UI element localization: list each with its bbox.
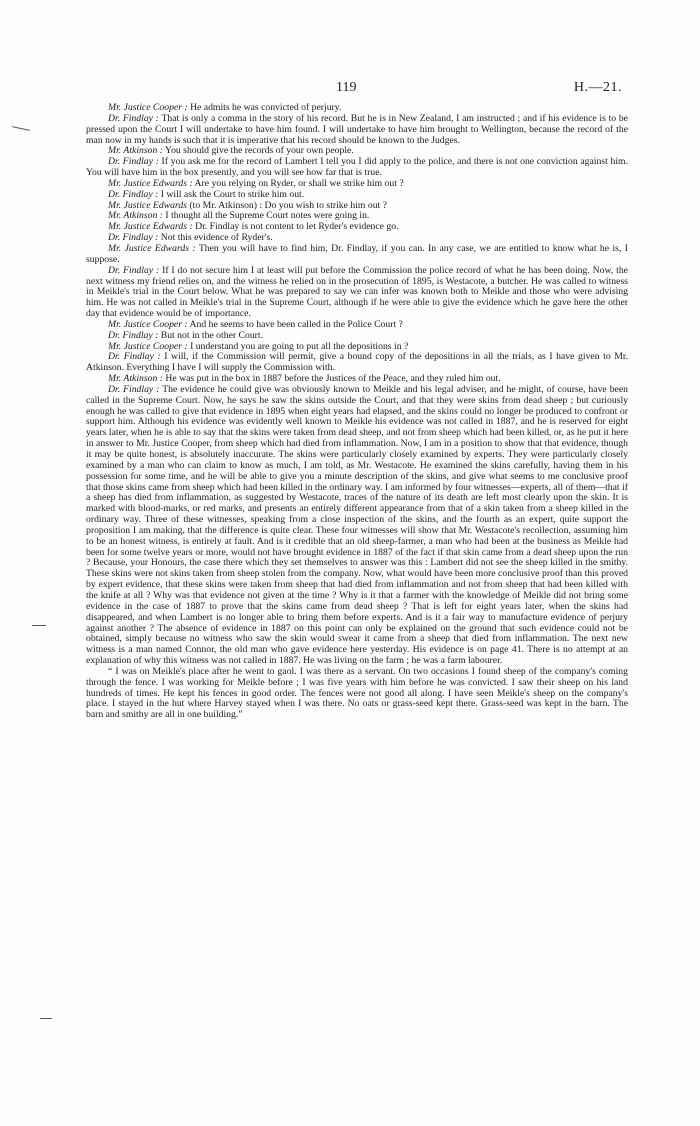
paragraph xyxy=(86,114,628,147)
paragraph-text: I thought all the Supreme Court notes were going in. xyxy=(162,210,370,222)
speaker-name: Mr. Atkinson : xyxy=(108,373,163,385)
margin-mark xyxy=(40,1018,52,1019)
paragraph-text: (to Mr. Atkinson) : Do you wish to strike him out ? xyxy=(187,199,387,211)
paragraph-text: I will, if the Commission will permit, give a bound copy of the depositions in all the trials, as I have given to Mr. Atkinson. Everything I have I will supply the Commission with. xyxy=(86,351,628,374)
paragraph-text: That is only a comma in the story of his record. But he is in New Zealand, I am instructed ; and if his evidence is to be pressed upon the Court I will undertake to have him found. I will undertake to have him brought to Wellington, because the record of the man now in my hands is such that it is imperative that his record should be known to the Judges. xyxy=(86,112,628,146)
speaker-name: Dr. Findlay : xyxy=(108,232,159,244)
speaker-name: Mr. Justice Cooper : xyxy=(108,318,188,330)
paragraph-text: If I do not secure him I at least will put before the Commission the police record of what he has been doing. Now, the next witness my friend relies on, and the witness he relied on in the prosecution of 1895, is Westacote, a butcher. He was called to witness in Meikle's trial in the Court below. What he was prepared to say we can infer was known both to Meikle and those who were advising him. He was not called in Meikle's trial in the Supreme Court, although if he were able to give the evidence which he gave here the other day that evidence would be of importance. xyxy=(86,264,628,320)
speaker-name: Mr. Justice Edwards : xyxy=(108,221,193,233)
speaker-name: Dr. Findlay : xyxy=(108,383,160,395)
paragraph-text: He admits he was convicted of perjury. xyxy=(187,102,342,113)
paragraph xyxy=(86,266,628,320)
paragraph xyxy=(86,385,628,667)
margin-mark xyxy=(32,625,46,626)
speaker-name: Mr. Justice Edwards : xyxy=(108,177,193,189)
paragraph-text: You should give the records of your own people. xyxy=(162,145,354,157)
paragraph xyxy=(86,244,628,266)
paragraph-text: And he seems to have been called in the Police Court ? xyxy=(187,318,403,330)
speaker-name: Mr. Atkinson : xyxy=(108,145,163,157)
speaker-name: Mr. Justice Edwards : xyxy=(108,242,196,254)
speaker-name: Mr. Justice Edwards xyxy=(108,199,188,211)
speaker-name: Mr. Justice Cooper : xyxy=(108,340,188,352)
speaker-name: Dr. Findlay : xyxy=(108,188,159,200)
paragraph-text: Dr. Findlay is not content to let Ryder's evidence go. xyxy=(192,221,399,233)
paragraph xyxy=(86,352,628,374)
page-number: 119 xyxy=(336,80,357,95)
paragraph-text: If you ask me for the record of Lambert I tell you I did apply to the police, and there is not one conviction against him. You will have him in the box presently, and you will see how far that is true. xyxy=(86,156,628,179)
speaker-name: Dr. Findlay : xyxy=(108,264,160,276)
paragraph-text: The evidence he could give was obviously known to Meikle and his legal adviser, and he might, of course, have been called in the Supreme Court. Now, he says he saw the skins outside the Court, and that they were skins from dead sheep ; but curiously enough he was called to give that evidence in 1895 when eight years had elapsed, and the skins could no longer be produced to confront or support him. Although his evidence was evidently well known to Meikle his evidence was not called in 1887, and he is reserved for eight years later, when he is able to say that the skins were taken from dead sheep, and not from sheep which had been killed, or, as he put it here in answer to Mr. Justice Cooper, from sheep which had died from inflammation. Now, I am in a position to show that that evidence, though it may be quite honest, is absolutely inaccurate. The skins were particularly closely examined by experts. They were particularly closely examined by a man who can claim to know as much, I am told, as Mr. Westacote. He examined the skins carefully, having them in his possession for some time, and he will be able to give you a minute description of the skins, and give what seems to me conclusive proof that those skins came from sheep which had been killed in the ordinary way. I am informed by four witnesses—experts, all of them—that if a sheep has died from inflammation, as suggested by Westacote, traces of the nature of its death are left most clearly upon the skin. It is marked with blood-marks, or red marks, and presents an entirely different appearance from that of a skin taken from a sheep killed in the ordinary way. Three of these witnesses, speaking from a close inspection of the skins, and the fourth as an expert, quite support the proposition I am making, that the difference is quite clear. These four witnesses will show that Mr. Westacote's recollection, assuming him to be an honest witness, is entirely at fault. And is it credible that an old sheep-farmer, a man who had been at the business as Meikle had been for some twelve years or more, would not have brought evidence in 1887 of the fact if that skin came from a dead sheep upon the run ? Because, your Honours, the case there which they set themselves to answer was this : Lambert did not see the sheep killed in the smithy. These skins were not skins taken from sheep stolen from the company. Now, what would have been more conclusive proof than this proved by expert evidence, that these skins were taken from sheep that had died from inflammation and not from sheep that had been killed with the knife at all ? Why was that evidence not given at the time ? Why is it that a farmer with the knowledge of Meikle did not bring some evidence in the case of 1887 to prove that the skins came from dead sheep ? That is left for eight years later, when the skins had disappeared, and when Lambert is no longer able to bring them before experts. And is it a fair way to manufacture evidence of perjury against another ? The absence of evidence in 1887 on this point can only be explained on the ground that such evidence could not be obtained, simply because no witness who saw the skin would swear it came from a sheep that died from inflammation. The next new witness is a man named Connor, the old man who gave evidence here yesterday. His evidence is on page 41. There is no attempt at an explanation of why this witness was not called in 1887. He was living on the farm ; he was a farm labourer. xyxy=(86,383,628,667)
paragraph-text: “ I was on Meikle's place after he went to gaol. I was there as a servant. On two occasions I found sheep of the company's coming through the fence. I was working for Meikle before ; I was five years with him before he was convicted. I saw their sheep on his land hundreds of times. He kept his fences in good order. The fences were not good all along. I have seen Meikle's sheep on the company's place. I stayed in the hut where Harvey stayed when I was there. No oats or grass-seed kept there. Grass-seed was kept in the barn. The barn and smithy are all in one building.” xyxy=(86,665,628,721)
paragraph-text: He was put in the box in 1887 before the Justices of the Peace, and they ruled him out. xyxy=(162,373,501,385)
paragraph-text: But not in the other Court. xyxy=(158,329,263,341)
speaker-name: Dr. Findlay : xyxy=(108,329,159,341)
paragraph-text: Not this evidence of Ryder's. xyxy=(158,232,273,244)
speaker-name: Dr. Findlay : xyxy=(108,112,159,124)
paragraph-text: I understand you are going to put all the depositions in ? xyxy=(187,340,409,352)
paragraph-text: I will ask the Court to strike him out. xyxy=(158,188,305,200)
paragraph-text: Are you relying on Ryder, or shall we strike him out ? xyxy=(192,177,404,189)
document-body xyxy=(86,103,628,721)
speaker-name: Dr. Findlay : xyxy=(108,156,159,168)
speaker-name: Mr. Atkinson : xyxy=(108,210,163,222)
margin-mark xyxy=(12,126,30,131)
speaker-name: Mr. Justice Cooper : xyxy=(108,102,188,113)
document-reference: H.—21. xyxy=(573,80,622,95)
paragraph xyxy=(86,157,628,179)
paragraph xyxy=(86,667,628,721)
paragraph-text: Then you will have to find him, Dr. Findlay, if you can. In any case, we are entitled to know what he is, I suppose. xyxy=(86,242,628,265)
speaker-name: Dr. Findlay : xyxy=(108,351,161,363)
